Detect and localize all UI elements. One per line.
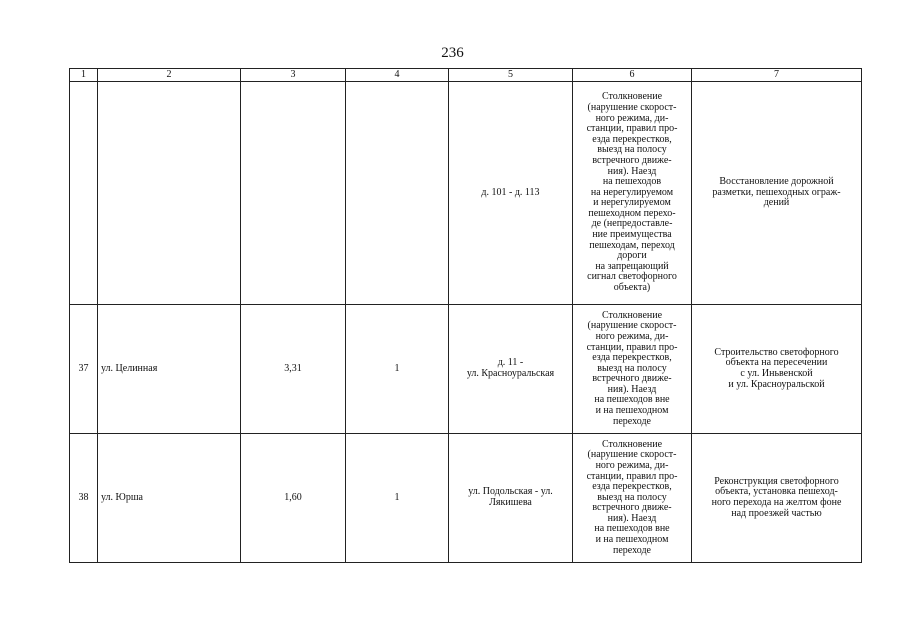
count-value: 1 — [346, 305, 449, 434]
street-name — [98, 82, 241, 305]
cell-text-line: Столкновение — [601, 91, 663, 103]
cell-text-line: д. 101 - д. 113 — [481, 186, 540, 198]
cell-text-line: и нерегулируемом — [593, 197, 671, 209]
cell-text-line: ного режима, ди- — [595, 112, 669, 124]
data-table — [69, 68, 862, 563]
cell-text-line: пешеходном перехо- — [588, 207, 676, 219]
cell-text-line: на пешеходов вне — [594, 523, 670, 535]
cell-text-line: езда перекрестков, — [592, 352, 672, 364]
header-cell: 7 — [692, 69, 862, 82]
header-cell: 1 — [70, 69, 98, 82]
cell-text-line: (нарушение скорост- — [587, 101, 677, 113]
table-row — [70, 434, 862, 563]
cell-text-line: ул. Красноуральская — [466, 368, 555, 379]
cell-text-line: дений — [763, 197, 790, 209]
cell-text-line: переходе — [613, 415, 651, 427]
header-cell: 4 — [346, 69, 449, 82]
row-number: 37 — [70, 305, 98, 434]
cell-text-line: ного перехода на желтом фоне — [711, 497, 842, 508]
length-value: 1,60 — [241, 434, 346, 563]
cell-text-line: Строительство светофорного — [714, 346, 839, 358]
header-cell: 6 — [573, 69, 692, 82]
cell-text-line: сигнал светофорного — [587, 271, 677, 283]
cell-text-line: Столкновение — [601, 438, 663, 450]
cell-text-line: ния). Наезд — [607, 512, 657, 524]
cell-text-line: ул. Подольская - ул. — [468, 486, 553, 498]
cell-text-line: Лякишева — [489, 497, 532, 508]
cell-text-line: Реконструкция светофорного — [714, 475, 839, 487]
cell-text-line: на запрещающий — [595, 260, 669, 272]
length-value: 3,31 — [241, 305, 346, 434]
row-number — [70, 82, 98, 305]
accident-types-cell — [573, 82, 692, 305]
cell-text-line: выезд на полосу — [597, 491, 667, 503]
cell-text-line: ние преимущества — [592, 229, 672, 241]
table-row — [70, 305, 862, 434]
count-value — [346, 82, 449, 305]
cell-text-line: д. 11 - — [497, 357, 524, 369]
cell-text-line: на нерегулируемом — [590, 186, 674, 198]
cell-text-line: (нарушение скорост- — [587, 449, 677, 461]
cell-text-line: ного режима, ди- — [595, 459, 669, 471]
table-header-row — [70, 69, 862, 82]
cell-text-line: (нарушение скорост- — [587, 320, 677, 332]
page-number: 236 — [441, 45, 464, 61]
cell-text-line: разметки, пешеходных ограж- — [712, 186, 841, 198]
cell-text-line: над проезжей частью — [731, 507, 822, 519]
cell-text-line: с ул. Иньвенской — [740, 368, 813, 379]
cell-text-line: объекта, установка пешеход- — [715, 486, 838, 498]
cell-text-line: ния). Наезд — [607, 383, 657, 395]
cell-text-line: объекта на пересечении — [725, 357, 828, 369]
count-value: 1 — [346, 434, 449, 563]
address-cell — [449, 434, 573, 563]
cell-text-line: Столкновение — [601, 309, 663, 321]
cell-text-line: встречного движе- — [592, 502, 672, 514]
accident-types-cell — [573, 305, 692, 434]
cell-text-line: объекта) — [613, 282, 651, 294]
cell-text-line: станции, правил про- — [586, 341, 678, 353]
cell-text-line: станции, правил про- — [586, 470, 678, 482]
header-cell: 5 — [449, 69, 573, 82]
cell-text-line: и на пешеходном — [595, 534, 669, 546]
cell-text-line: пешеходам, переход — [589, 239, 675, 251]
cell-text-line: на пешеходов — [602, 176, 662, 188]
address-cell — [449, 305, 573, 434]
cell-text-line: де (непредоставле- — [591, 218, 673, 230]
cell-text-line: станции, правил про- — [586, 123, 678, 135]
row-number: 38 — [70, 434, 98, 563]
measures-cell — [692, 434, 862, 563]
cell-text-line: выезд на полосу — [597, 144, 667, 156]
measures-cell — [692, 305, 862, 434]
street-name: ул. Юрша — [98, 434, 241, 563]
cell-text-line: дороги — [617, 250, 647, 262]
length-value — [241, 82, 346, 305]
cell-text-line: езда перекрестков, — [592, 133, 672, 145]
cell-text-line: встречного движе- — [592, 373, 672, 385]
cell-text-line: и на пешеходном — [595, 405, 669, 417]
accident-types-cell — [573, 434, 692, 563]
cell-text-line: ния). Наезд — [607, 165, 657, 177]
street-name: ул. Целинная — [98, 305, 241, 434]
cell-text-line: и ул. Красноуральской — [728, 378, 825, 390]
cell-text-line: на пешеходов вне — [594, 394, 670, 406]
cell-text-line: Восстановление дорожной — [719, 176, 834, 188]
cell-text-line: выезд на полосу — [597, 362, 667, 374]
table-row — [70, 82, 862, 305]
cell-text-line: ного режима, ди- — [595, 330, 669, 342]
cell-text-line: встречного движе- — [592, 154, 672, 166]
header-cell: 3 — [241, 69, 346, 82]
measures-cell — [692, 82, 862, 305]
address-cell — [449, 82, 573, 305]
header-cell: 2 — [98, 69, 241, 82]
cell-text-line: переходе — [613, 544, 651, 556]
cell-text-line: езда перекрестков, — [592, 481, 672, 493]
